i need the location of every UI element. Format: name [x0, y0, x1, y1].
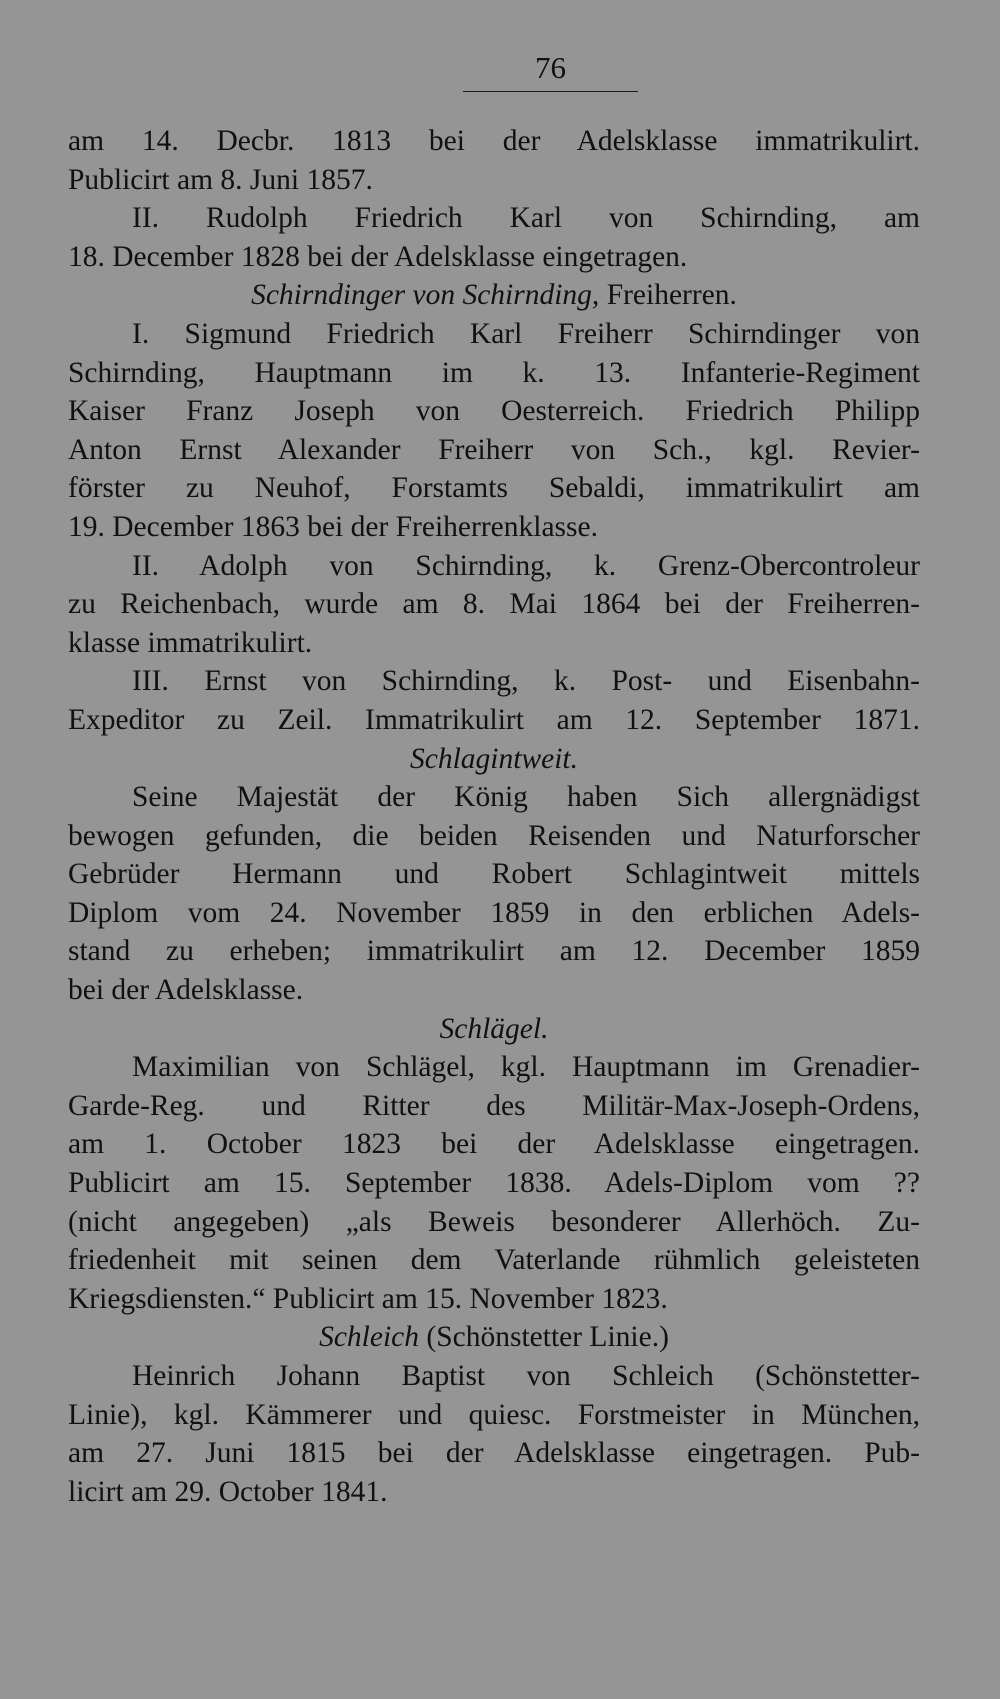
text-line: (nicht angegeben) „als Beweis besonderer Allerhöch. Zu-	[68, 1205, 920, 1238]
text-line: Kriegsdiensten.“ Publicirt am 15. November 1823.	[68, 1282, 668, 1315]
header-rule	[463, 91, 638, 92]
section-heading-schirndinger	[68, 276, 920, 315]
section-heading-schleich	[68, 1318, 920, 1357]
page-text	[68, 122, 920, 1511]
text-line: am 14. Decbr. 1813 bei der Adelsklasse immatrikulirt.	[68, 125, 920, 157]
heading-name: Schleich	[319, 1321, 420, 1354]
text-line: zu Reichenbach, wurde am 8. Mai 1864 bei der Freiherren-	[68, 588, 920, 621]
text-line: Seine Majestät der König haben Sich allergnädigst	[132, 781, 920, 814]
paragraph-schirnding-continued	[68, 122, 920, 199]
text-line: Maximilian von Schlägel, kgl. Hauptmann im Grenadier-	[132, 1051, 920, 1084]
text-line: bewogen gefunden, die beiden Reisenden und Naturforscher	[68, 819, 920, 852]
heading-suffix: (Schönstetter Linie.)	[426, 1321, 669, 1354]
text-line: Schirnding, Hauptmann im k. 13. Infanterie-Regiment	[68, 356, 920, 389]
section-heading-schlaegel: Schlägel.	[439, 1012, 549, 1045]
paragraph-schlagintweit	[68, 778, 920, 1010]
paragraph-sigmund	[68, 315, 920, 547]
text-line: Garde-Reg. und Ritter des Militär-Max-Joseph-Ordens,	[68, 1089, 920, 1122]
text-line: Publicirt am 8. Juni 1857.	[68, 163, 373, 196]
text-line: III. Ernst von Schirnding, k. Post- und Eisenbahn-	[132, 665, 920, 698]
heading-suffix: Freiherren.	[606, 279, 737, 312]
paragraph-schlaegel	[68, 1048, 920, 1318]
text-line: Kaiser Franz Joseph von Oesterreich. Friedrich Philipp	[68, 395, 920, 428]
text-line: 19. December 1863 bei der Freiherrenklasse.	[68, 510, 598, 543]
text-line: Heinrich Johann Baptist von Schleich (Schönstetter-	[132, 1360, 920, 1392]
text-line: II. Adolph von Schirnding, k. Grenz-Obercontroleur	[132, 549, 920, 582]
heading-name: Schirndinger von Schirnding,	[251, 279, 600, 312]
text-line: licirt am 29. October 1841.	[68, 1475, 388, 1508]
text-line: bei der Adelsklasse.	[68, 974, 304, 1007]
text-line: II. Rudolph Friedrich Karl von Schirnding, am	[132, 202, 920, 235]
text-line: Publicirt am 15. September 1838. Adels-Diplom vom ??	[68, 1167, 920, 1200]
text-line: stand zu erheben; immatrikulirt am 12. December 1859	[68, 935, 920, 968]
text-line: 18. December 1828 bei der Adelsklasse eingetragen.	[68, 240, 688, 273]
text-line: klasse immatrikulirt.	[68, 626, 313, 659]
paragraph-schleich	[68, 1357, 920, 1511]
text-line: am 1. October 1823 bei der Adelsklasse eingetragen.	[68, 1128, 920, 1161]
text-line: Expeditor zu Zeil. Immatrikulirt am 12. September 1871.	[68, 703, 920, 736]
text-line: Gebrüder Hermann und Robert Schlagintweit mittels	[68, 858, 920, 891]
section-heading-schlagintweit: Schlagintweit.	[410, 742, 578, 775]
text-line: am 27. Juni 1815 bei der Adelsklasse eingetragen. Pub-	[68, 1437, 920, 1470]
paragraph-adolph	[68, 547, 920, 663]
paragraph-rudolph	[68, 199, 920, 276]
text-line: Diplom vom 24. November 1859 in den erblichen Adels-	[68, 896, 920, 929]
paragraph-ernst	[68, 662, 920, 739]
text-line: friedenheit mit seinen dem Vaterlande rühmlich geleisteten	[68, 1244, 920, 1277]
page-number: 76	[535, 50, 566, 85]
text-line: Anton Ernst Alexander Freiherr von Sch., kgl. Revier-	[68, 433, 920, 466]
text-line: förster zu Neuhof, Forstamts Sebaldi, immatrikulirt am	[68, 472, 920, 505]
text-line: Linie), kgl. Kämmerer und quiesc. Forstmeister in München,	[68, 1398, 920, 1431]
text-line: I. Sigmund Friedrich Karl Freiherr Schirndinger von	[132, 317, 920, 350]
